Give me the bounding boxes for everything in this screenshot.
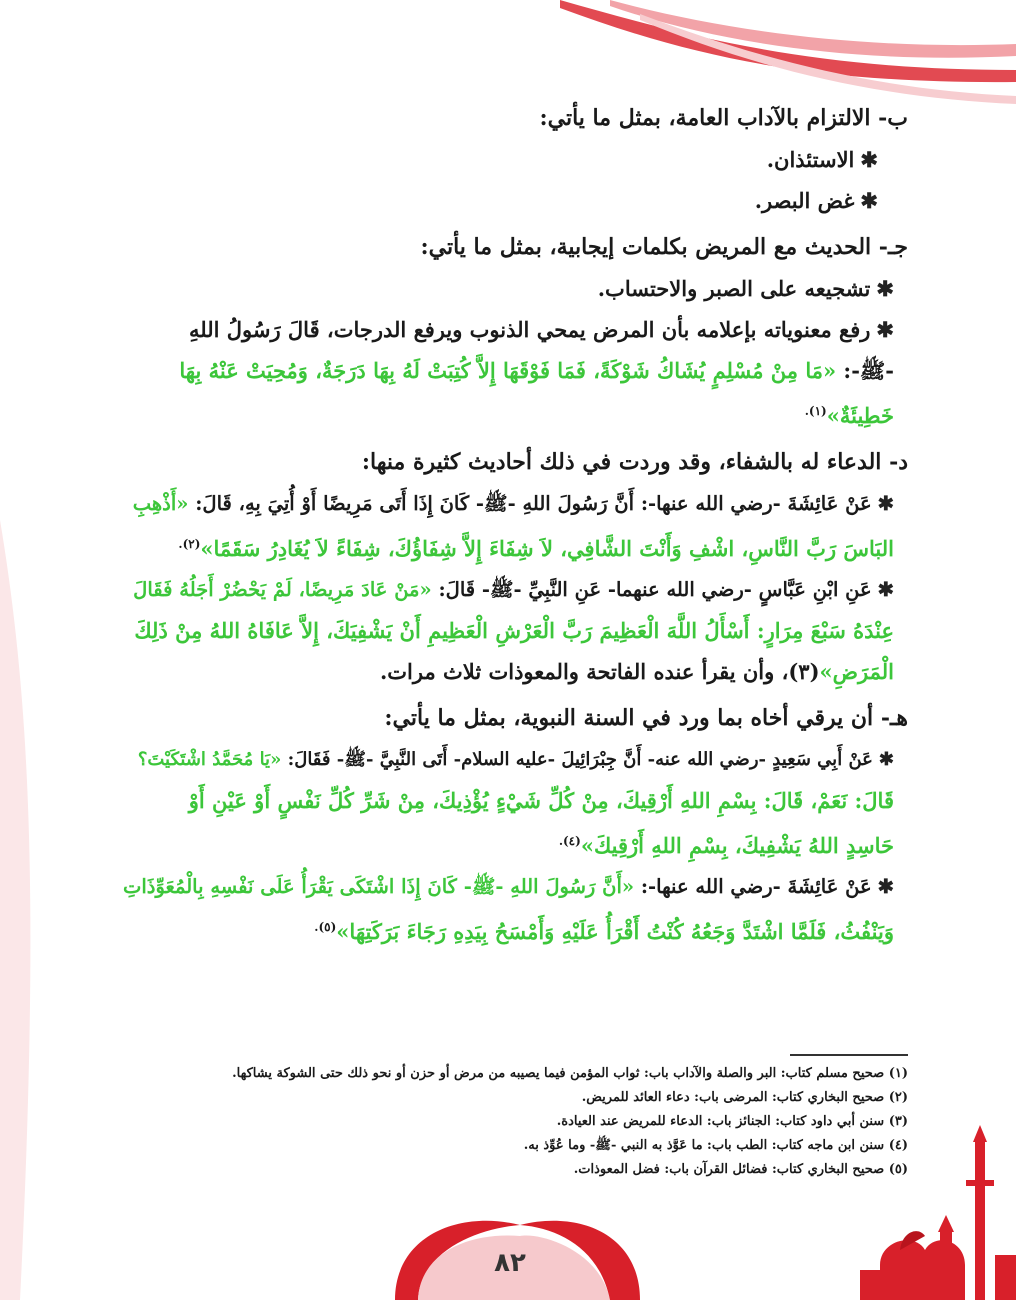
bullet-item: ✱غض البصر. (754, 188, 878, 213)
asterisk-icon: ✱ (877, 875, 894, 898)
hadith-line: قَالَ: نَعَمْ، قَالَ: بِسْمِ اللهِ أَرْقِيكَ، مِنْ كُلِّ شَيْءٍ يُؤْذِيكَ، مِنْ شَرِّ كُلِّ نَفْسٍ أَوْ عَيْنِ أَوْ (188, 788, 894, 813)
footnote-item: (٣) سنن أبي داود كتاب: الجنائز باب: الدعاء للمريض عند العيادة. (556, 1114, 908, 1129)
footnote-item: (٥) صحيح البخاري كتاب: فضائل القرآن باب: فضل المعوذات. (573, 1162, 908, 1177)
bullet-item: ✱عَنْ أَبِي سَعِيدٍ -رضي الله عنه- أَنَّ جِبْرَائِيلَ -عليه السلام- أَتَى النَّبِيَّ -ﷺ- فَقَالَ: «يَا مُحَمَّدُ اشْتَكَيْتَ؟ (137, 749, 894, 770)
hadith-line: وَيَنْفُثُ، فَلَمَّا اشْتَدَّ وَجَعُهُ كُنْتُ أَقْرَأُ عَلَيْهِ وَأَمْسَحُ بِيَدِهِ رَجَاءَ بَرَكَتِهَا»$^{(٥).}$ (314, 919, 894, 944)
hadith-line: البَاسَ رَبَّ النَّاسِ، اشْفِ وَأَنْتَ الشَّافِي، لاَ شِفَاءَ إِلاَّ شِفَاؤُكَ، شِفَاءً لاَ يُغَادِرُ سَقَمًا»$^{(٢).}$ (178, 536, 894, 561)
footnote-item: (٢) صحيح البخاري كتاب: المرضى باب: دعاء العائد للمريض. (581, 1090, 908, 1105)
hadith-line: الْمَرَضِ»(٣)، وأن يقرأ عنده الفاتحة والمعوذات ثلاث مرات. (379, 659, 894, 684)
hadith-line: عِنْدَهُ سَبْعَ مِرَارٍ: أَسْأَلُ اللَّهَ الْعَظِيمَ رَبَّ الْعَرْشِ الْعَظِيمِ أَنْ يَشْفِيَكَ، إِلاَّ عَافَاهُ اللهُ مِنْ ذَلِكَ (134, 618, 894, 643)
bullet-item: ✱تشجيعه على الصبر والاحتساب. (597, 276, 894, 301)
footnote-divider (790, 1054, 908, 1056)
page-number: ٨٢ (494, 1248, 526, 1278)
section-j-heading: جـ- الحديث مع المريض بكلمات إيجابية، بمثل ما يأتي: (420, 234, 908, 260)
main-content (118, 92, 908, 952)
hadith-line: -ﷺ-: «مَا مِنْ مُسْلِمٍ يُشَاكُ شَوْكَةً، فَمَا فَوْقَهَا إِلاَّ كُتِبَتْ لَهُ بِهَا دَرَجَةٌ، وَمُحِيَتْ عَنْهُ بِهَا (179, 358, 894, 383)
bullet-item: ✱رفع معنوياته بإعلامه بأن المرض يمحي الذنوب ويرفع الدرجات، قَالَ رَسُولُ اللهِ (189, 317, 894, 342)
bullet-item: ✱الاستئذان. (766, 147, 878, 172)
footnotes (120, 1062, 908, 1182)
top-ribbon-decoration (560, 0, 1016, 104)
hadith-line: خَطِيئَةٌ»$^{(١).}$ (804, 403, 894, 428)
bullet-item: ✱عَنْ عَائِشَةَ -رضي الله عنها-: «أَنَّ رَسُولَ اللهِ -ﷺ- كَانَ إِذَا اشْتَكَى يَقْرَأُ عَلَى نَفْسِهِ بِالْمُعَوِّذَاتِ (123, 875, 894, 898)
bullet-item: ✱عَنْ عَائِشَةَ -رضي الله عنها-: أَنَّ رَسُولَ اللهِ -ﷺ- كَانَ إِذَا أَتَى مَرِيضًا أَوْ أُتِيَ بِهِ، قَالَ: «أَذْهِبِ (132, 492, 894, 515)
footnote-item: (١) صحيح مسلم كتاب: البر والصلة والآداب باب: ثواب المؤمن فيما يصيبه من مرض أو حزن أو نحو ذلك حتى الشوكة يشاكها. (232, 1066, 908, 1081)
section-h-heading: هـ- أن يرقي أخاه بما ورد في السنة النبوية، بمثل ما يأتي: (384, 705, 908, 731)
bullet-item: ✱عَنِ ابْنِ عَبَّاسٍ -رضي الله عنهما- عَنِ النَّبِيِّ -ﷺ- قَالَ: «مَنْ عَادَ مَرِيضًا، لَمْ يَحْضُرْ أَجَلُهُ فَقَالَ (133, 578, 894, 601)
asterisk-icon: ✱ (876, 317, 894, 342)
asterisk-icon: ✱ (877, 492, 894, 515)
asterisk-icon: ✱ (860, 188, 878, 213)
asterisk-icon: ✱ (877, 578, 894, 601)
asterisk-icon: ✱ (878, 749, 894, 770)
hadith-line: حَاسِدٍ اللهُ يَشْفِيكَ، بِسْمِ اللهِ أَرْقِيكَ»$^{(٤).}$ (558, 833, 894, 858)
footnote-item: (٤) سنن ابن ماجه كتاب: الطب باب: ما عَوَّذ به النبي -ﷺ- وما عُوِّذ به. (523, 1138, 908, 1153)
section-b-heading: ب- الالتزام بالآداب العامة، بمثل ما يأتي: (539, 105, 908, 131)
left-swoosh-decoration (0, 520, 30, 1300)
asterisk-icon: ✱ (876, 276, 894, 301)
section-d-heading: د- الدعاء له بالشفاء، وقد وردت في ذلك أحاديث كثيرة منها: (361, 449, 908, 475)
asterisk-icon: ✱ (860, 147, 878, 172)
